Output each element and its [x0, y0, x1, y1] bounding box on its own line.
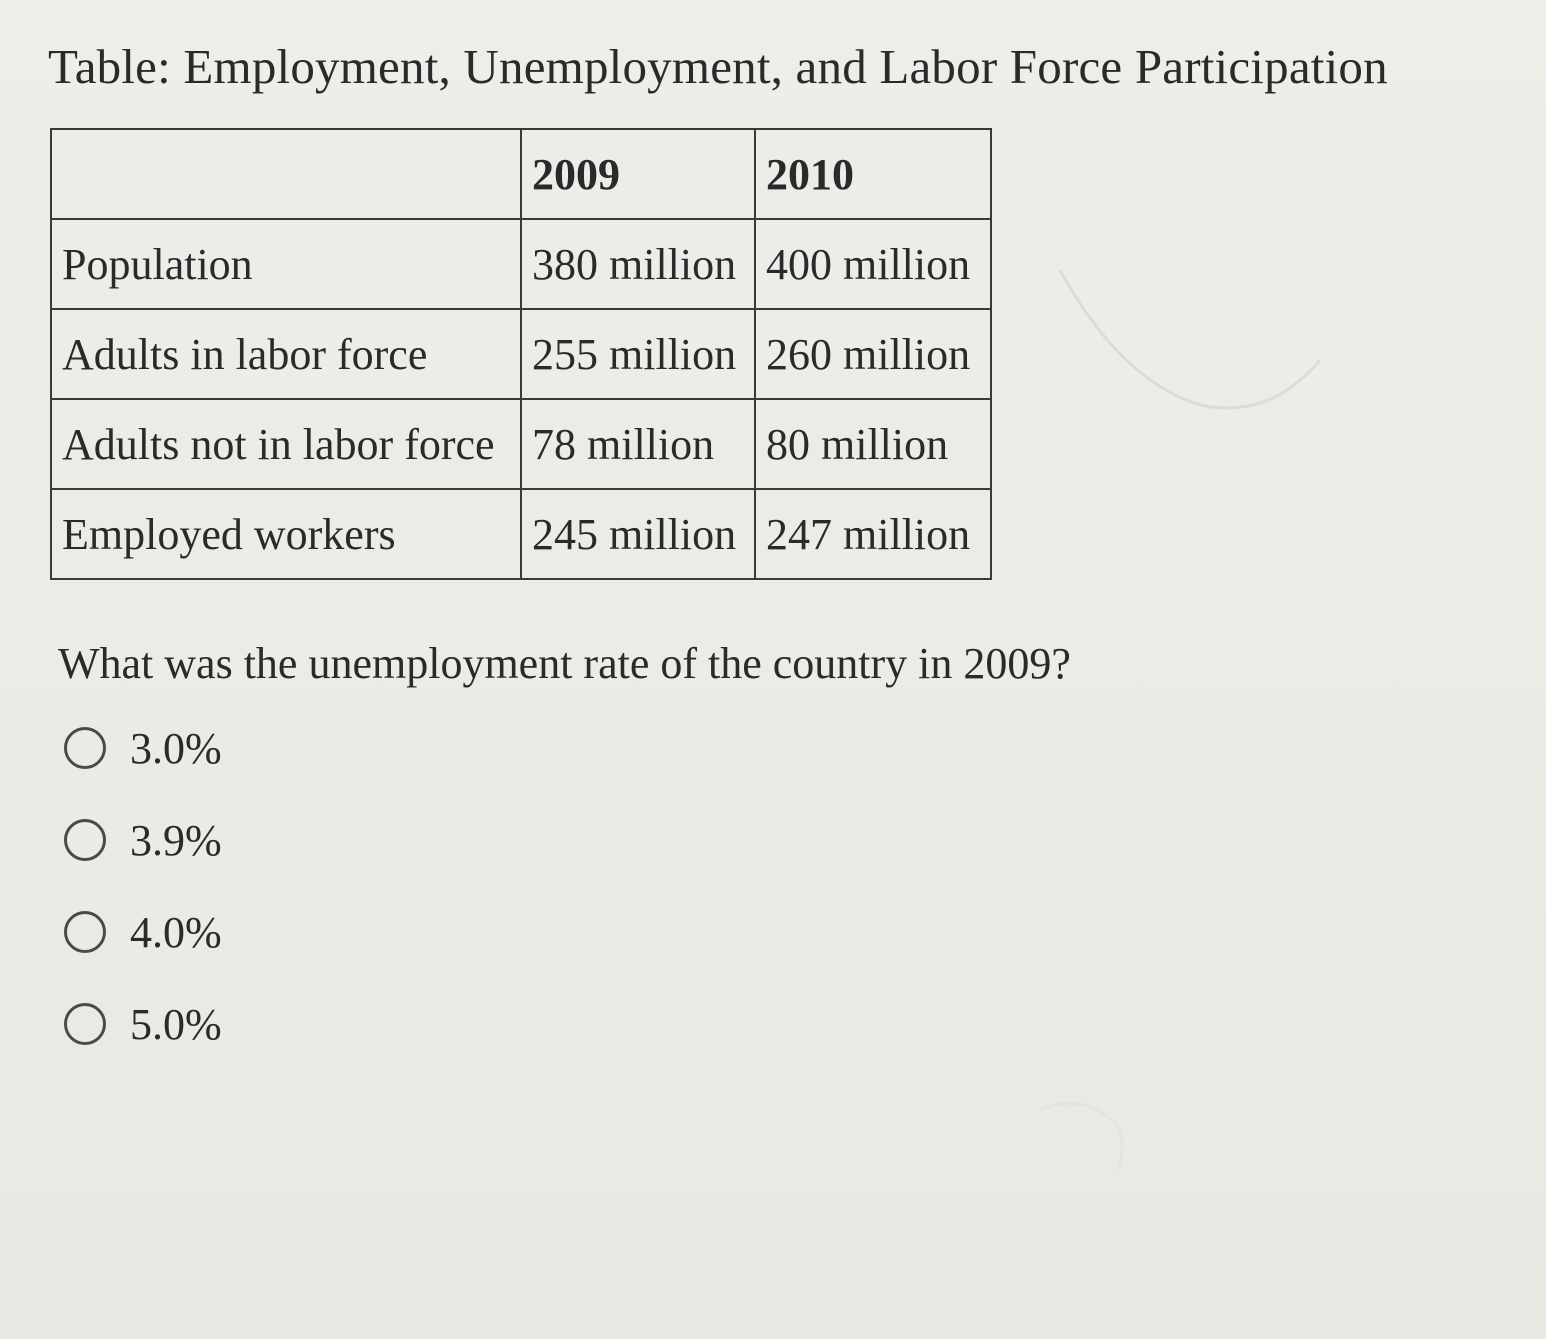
cell-2009: 245 million — [521, 489, 755, 579]
cell-2009: 380 million — [521, 219, 755, 309]
table-header-row — [51, 129, 991, 219]
table-row-employed — [51, 489, 991, 579]
option-3[interactable] — [64, 886, 222, 978]
page-title: Table: Employment, Unemployment, and Labor Force Participation — [48, 39, 1388, 94]
option-2[interactable] — [64, 794, 222, 886]
option-4[interactable] — [64, 978, 222, 1070]
cell-2010: 260 million — [755, 309, 991, 399]
row-label: Adults in labor force — [51, 309, 521, 399]
option-label: 3.0% — [130, 723, 222, 773]
employment-table — [50, 128, 992, 580]
option-label: 5.0% — [130, 999, 222, 1049]
option-1[interactable] — [64, 702, 222, 794]
radio-button-icon[interactable] — [64, 1003, 106, 1045]
cell-2009: 255 million — [521, 309, 755, 399]
question-text: What was the unemployment rate of the country in 2009? — [58, 639, 1071, 688]
radio-button-icon[interactable] — [64, 819, 106, 861]
radio-button-icon[interactable] — [64, 911, 106, 953]
header-2010: 2010 — [755, 129, 991, 219]
table-row-labor-force — [51, 309, 991, 399]
option-label: 4.0% — [130, 907, 222, 957]
row-label: Population — [51, 219, 521, 309]
option-label: 3.9% — [130, 815, 222, 865]
row-label: Adults not in labor force — [51, 399, 521, 489]
table-row-population — [51, 219, 991, 309]
cell-2010: 400 million — [755, 219, 991, 309]
cell-2010: 247 million — [755, 489, 991, 579]
header-2009: 2009 — [521, 129, 755, 219]
answer-options — [64, 702, 222, 1070]
cell-2009: 78 million — [521, 399, 755, 489]
radio-button-icon[interactable] — [64, 727, 106, 769]
table-row-not-in-labor-force — [51, 399, 991, 489]
row-label: Employed workers — [51, 489, 521, 579]
header-empty — [51, 129, 521, 219]
cell-2010: 80 million — [755, 399, 991, 489]
